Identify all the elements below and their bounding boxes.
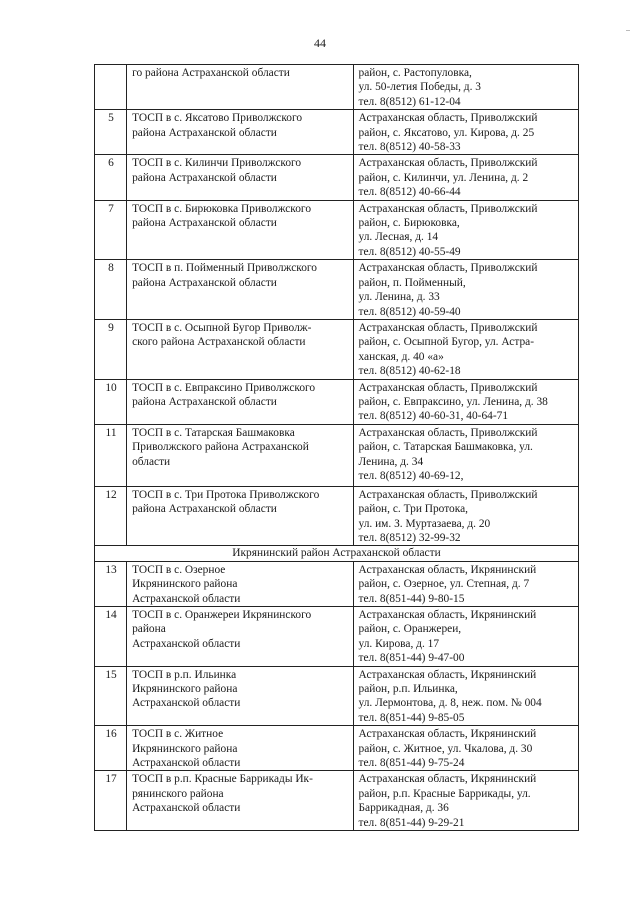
- row-number: 5: [95, 110, 127, 155]
- office-address: Астраханская область, Приволжский район, с. Килинчи, ул. Ленина, д. 2 тел. 8(8512) 40-66-44: [353, 155, 578, 200]
- office-name: ТОСП в с. Килинчи Приволжского района Астраханской области: [127, 155, 353, 200]
- page-number: 44: [314, 36, 326, 50]
- table-row: [95, 379, 579, 424]
- office-address: Астраханская область, Приволжский район, с. Татарская Башмаковка, ул. Ленина, д. 34 тел. 8(8512) 40-69-12,: [353, 424, 578, 486]
- row-number: 17: [95, 771, 127, 831]
- office-address: Астраханская область, Икрянинский район, с. Оранжереи, ул. Кирова, д. 17 тел. 8(851-44) 9-47-00: [353, 607, 578, 667]
- office-address: Астраханская область, Приволжский район, с. Яксатово, ул. Кирова, д. 25 тел. 8(8512) 40-58-33: [353, 110, 578, 155]
- table-row: [95, 260, 579, 320]
- row-number: 16: [95, 726, 127, 771]
- table-row: [95, 424, 579, 486]
- row-number: 8: [95, 260, 127, 320]
- row-number: 12: [95, 486, 127, 546]
- office-name: ТОСП в с. Оранжереи Икрянинского района Астраханской области: [127, 607, 353, 667]
- row-number: 10: [95, 379, 127, 424]
- scan-mark: [626, 30, 630, 31]
- office-name: ТОСП в с. Бирюковка Приволжского района Астраханской области: [127, 200, 353, 260]
- registry-table-body: [95, 65, 579, 831]
- row-number: 14: [95, 607, 127, 667]
- office-address: Астраханская область, Икрянинский район, с. Озерное, ул. Степная, д. 7 тел. 8(851-44) 9-80-15: [353, 561, 578, 606]
- row-number: 15: [95, 666, 127, 726]
- registry-table: [94, 64, 579, 831]
- table-row: [95, 607, 579, 667]
- office-address: Астраханская область, Приволжский район, с. Евпраксино, ул. Ленина, д. 38 тел. 8(8512) 40-60-31, 40-64-71: [353, 379, 578, 424]
- office-name: ТОСП в с. Озерное Икрянинского района Астраханской области: [127, 561, 353, 606]
- table-row: [95, 65, 579, 110]
- office-name: ТОСП в с. Татарская Башмаковка Приволжского района Астраханской области: [127, 424, 353, 486]
- row-number: 6: [95, 155, 127, 200]
- office-name: ТОСП в р.п. Ильинка Икрянинского района Астраханской области: [127, 666, 353, 726]
- table-row: [95, 561, 579, 606]
- office-address: Астраханская область, Приволжский район, с. Осыпной Бугор, ул. Астра- ханская, д. 40 «а» тел. 8(8512) 40-62-18: [353, 319, 578, 379]
- office-name: ТОСП в р.п. Красные Баррикады Ик- рянинского района Астраханской области: [127, 771, 353, 831]
- table-row: [95, 771, 579, 831]
- office-address: Астраханская область, Приволжский район, с. Бирюковка, ул. Лесная, д. 14 тел. 8(8512) 40-55-49: [353, 200, 578, 260]
- row-number: 11: [95, 424, 127, 486]
- office-address: Астраханская область, Икрянинский район, с. Житное, ул. Чкалова, д. 30 тел. 8(851-44) 9-75-24: [353, 726, 578, 771]
- table-row: [95, 319, 579, 379]
- office-name: го района Астраханской области: [127, 65, 353, 110]
- row-number: [95, 65, 127, 110]
- office-name: ТОСП в с. Яксатово Приволжского района Астраханской области: [127, 110, 353, 155]
- row-number: 7: [95, 200, 127, 260]
- table-row: [95, 110, 579, 155]
- office-address: Астраханская область, Икрянинский район, р.п. Ильинка, ул. Лермонтова, д. 8, неж. пом. № 004 тел. 8(851-44) 9-85-05: [353, 666, 578, 726]
- office-name: ТОСП в п. Пойменный Приволжского района Астраханской области: [127, 260, 353, 320]
- office-address: Астраханская область, Приволжский район, п. Пойменный, ул. Ленина, д. 33 тел. 8(8512) 40-59-40: [353, 260, 578, 320]
- table-row: [95, 666, 579, 726]
- section-title: Икрянинский район Астраханской области: [95, 546, 579, 561]
- office-address: район, с. Растопуловка, ул. 50-летия Победы, д. 3 тел. 8(8512) 61-12-04: [353, 65, 578, 110]
- table-row: [95, 726, 579, 771]
- table-row: [95, 200, 579, 260]
- row-number: 13: [95, 561, 127, 606]
- office-address: Астраханская область, Приволжский район, с. Три Протока, ул. им. З. Муртазаева, д. 20 тел. 8(8512) 32-99-32: [353, 486, 578, 546]
- table-row: [95, 155, 579, 200]
- office-address: Астраханская область, Икрянинский район, р.п. Красные Баррикады, ул. Баррикадная, д. 36 тел. 8(851-44) 9-29-21: [353, 771, 578, 831]
- row-number: 9: [95, 319, 127, 379]
- office-name: ТОСП в с. Евпраксино Приволжского района Астраханской области: [127, 379, 353, 424]
- office-name: ТОСП в с. Осыпной Бугор Приволж- ского района Астраханской области: [127, 319, 353, 379]
- office-name: ТОСП в с. Житное Икрянинского района Астраханской области: [127, 726, 353, 771]
- office-name: ТОСП в с. Три Протока Приволжского района Астраханской области: [127, 486, 353, 546]
- table-row: [95, 486, 579, 546]
- section-header-row: [95, 546, 579, 561]
